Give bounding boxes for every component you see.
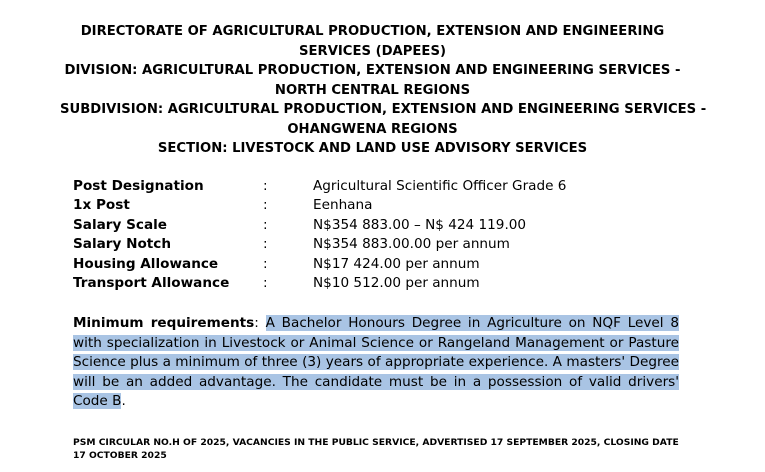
requirements-separator: : (254, 315, 259, 331)
detail-row-housing-allowance (73, 255, 693, 274)
minimum-requirements-paragraph[interactable] (73, 314, 679, 412)
detail-value: N$17 424.00 per annum (313, 255, 480, 272)
detail-value: N$354 883.00.00 per annum (313, 236, 510, 253)
selected-requirements-text[interactable]: A Bachelor Honours Degree in Agriculture on NQF Level 8 with specialization in Livestock or Animal Science or Rangeland Management or Pasture Science plus a minimum of three (3) years of appropriate experience. A masters' Degree will be an added advantage. The candidate must be in a possession of valid drivers' Code B (73, 315, 679, 409)
detail-row-salary-scale (73, 216, 693, 235)
detail-colon: : (263, 275, 268, 292)
requirements-label: Minimum requirements (73, 315, 255, 331)
post-details (73, 177, 693, 293)
heading-directorate-cont: SERVICES (DAPEES) (299, 43, 446, 59)
detail-value: Eenhana (313, 197, 373, 214)
detail-label: Post Designation (73, 178, 204, 194)
document-heading (60, 22, 707, 159)
heading-directorate: DIRECTORATE OF AGRICULTURAL PRODUCTION, EXTENSION AND ENGINEERING (80, 24, 665, 39)
heading-division: DIVISION: AGRICULTURAL PRODUCTION, EXTENSION AND ENGINEERING SERVICES - (64, 63, 681, 78)
detail-value: N$10 512.00 per annum (313, 275, 480, 292)
detail-value: Agricultural Scientific Officer Grade 6 (313, 178, 567, 194)
requirements-space (259, 315, 266, 331)
detail-colon: : (263, 216, 268, 233)
detail-value: N$354 883.00 – N$ 424 119.00 (313, 216, 527, 233)
detail-row-transport-allowance (73, 274, 693, 293)
heading-division-cont: NORTH CENTRAL REGIONS (274, 82, 471, 98)
detail-colon: : (263, 255, 268, 272)
detail-label: Salary Scale (73, 216, 167, 233)
heading-section: SECTION: LIVESTOCK AND LAND USE ADVISORY SERVICES (157, 141, 588, 156)
detail-label: 1x Post (73, 197, 130, 214)
detail-label: Salary Notch (73, 236, 172, 253)
heading-subdivision-cont: OHANGWENA REGIONS (287, 121, 458, 137)
detail-row-salary-notch (73, 235, 693, 254)
heading-subdivision: SUBDIVISION: AGRICULTURAL PRODUCTION, EXTENSION AND ENGINEERING SERVICES - (60, 102, 707, 117)
detail-colon: : (263, 236, 268, 253)
detail-label: Housing Allowance (73, 255, 219, 272)
detail-colon: : (263, 197, 268, 214)
detail-row-post-count (73, 196, 693, 215)
requirements-end: . (121, 393, 126, 409)
detail-row-post-designation (73, 177, 693, 196)
circular-footer: PSM CIRCULAR NO.H OF 2025, VACANCIES IN THE PUBLIC SERVICE, ADVERTISED 17 SEPTEMBER 2025, CLOSING DATE 17 OCTOBER 2025 (73, 437, 679, 461)
detail-colon: : (263, 178, 268, 194)
detail-label: Transport Allowance (73, 275, 230, 292)
